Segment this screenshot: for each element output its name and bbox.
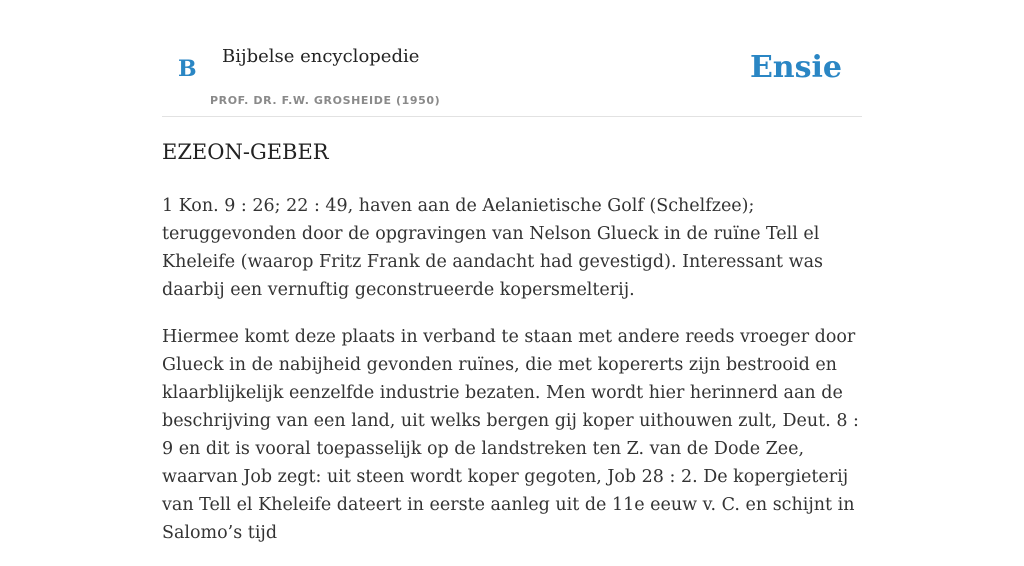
page-container [162, 0, 862, 543]
book-header [162, 0, 862, 117]
book-letter-logo[interactable]: B [178, 56, 197, 82]
book-title-link[interactable]: Bijbelse encyclopedie [222, 46, 420, 67]
book-author: PROF. DR. F.W. GROSHEIDE (1950) [210, 94, 441, 107]
ensie-logo[interactable]: Ensie [749, 50, 842, 85]
entry-paragraph: 1 Kon. 9 : 26; 22 : 49, haven aan de Aelanietische Golf (Schelfzee); teruggevonden door de opgravingen van Nelson Glueck in de ruïne Tell el Kheleife (waarop Fritz Frank de aandacht had gevestigd). Interessant was daarbij een vernuftig geconstrueerde kopersmelterij. [162, 196, 824, 300]
entry-body [162, 192, 862, 566]
entry-title: EZEON-GEBER [162, 140, 329, 164]
entry-paragraph: Hiermee komt deze plaats in verband te staan met andere reeds vroeger door Glueck in de nabijheid gevonden ruïnes, die met kopererts zijn bestrooid en klaarblijkelijk eenzelfde industrie bezaten. Men wordt hier herinnerd aan de beschrijving van een land, uit welks bergen gij koper uithouwen zult, Deut. 8 : 9 en dit is vooral toepasselijk op de landstreken ten Z. van de Dode Zee, waarvan Job zegt: uit steen wordt koper gegoten, Job 28 : 2. De kopergieterij van Tell el Kheleife dateert in eerste aanleg uit de 11e eeuw v. C. en schijnt in Salomo’s tijd [162, 327, 859, 543]
